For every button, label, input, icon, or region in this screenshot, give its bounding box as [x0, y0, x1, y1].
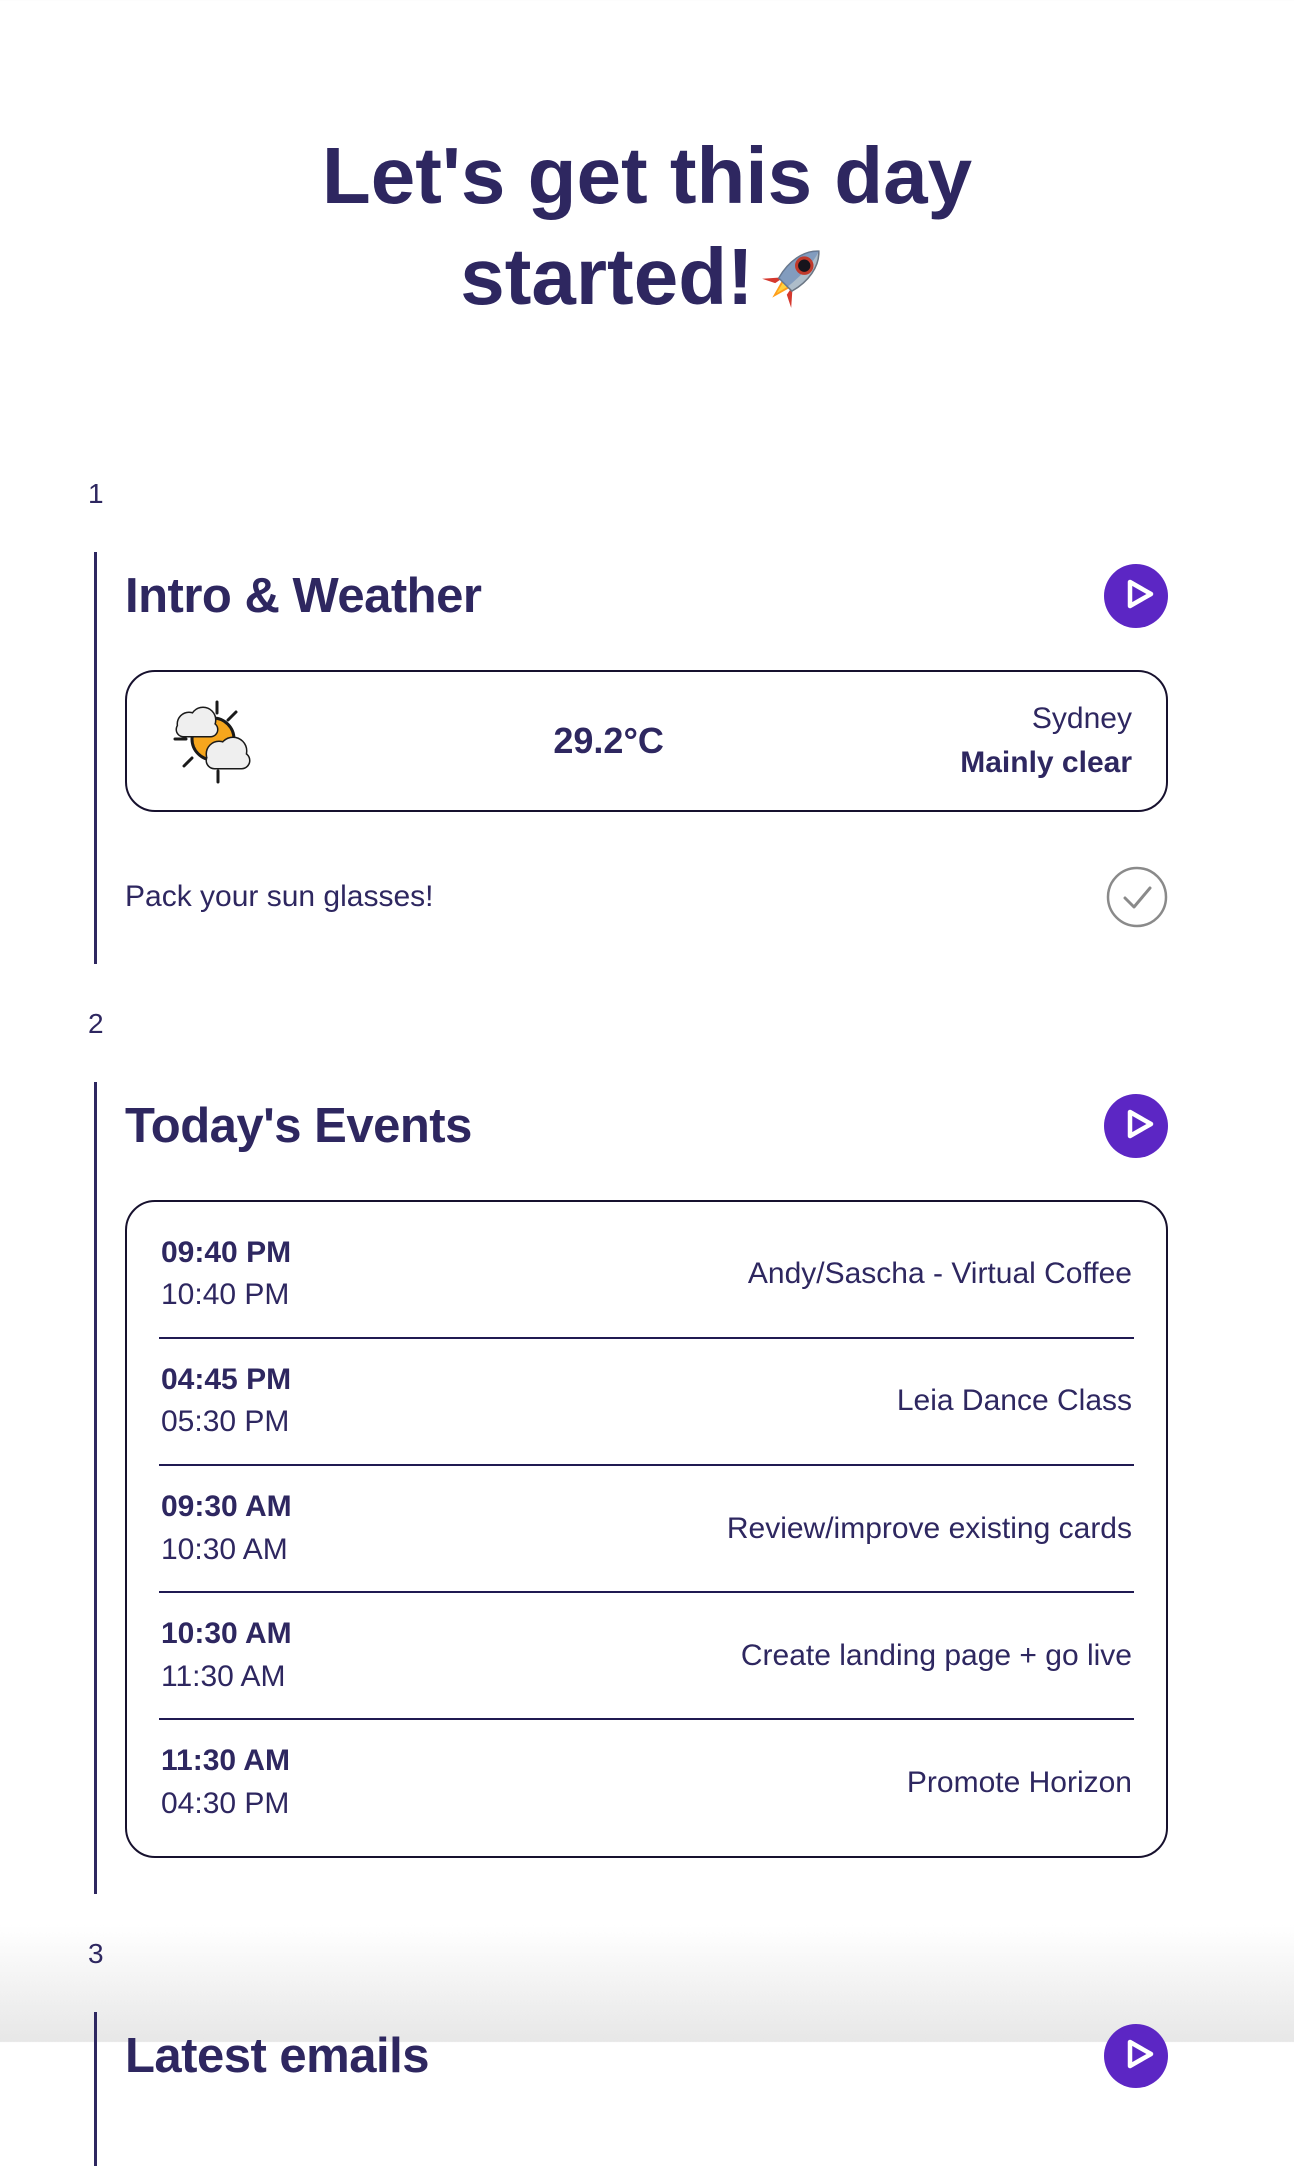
event-time-range: [161, 1359, 291, 1444]
section-header: [125, 2024, 1168, 2088]
section-number: 3: [88, 1937, 104, 1969]
weather-card: [125, 670, 1168, 812]
sections: [0, 478, 1294, 2166]
event-time-range: [161, 1486, 292, 1571]
section-body: [94, 1082, 1168, 1894]
event-time-range: [161, 1232, 291, 1317]
event-row: [159, 1212, 1134, 1339]
event-start-time: 09:30 AM: [161, 1489, 292, 1523]
event-end-time: 04:30 PM: [161, 1786, 290, 1820]
events-card: [125, 1200, 1168, 1858]
reminder-text: Pack your sun glasses!: [125, 879, 434, 913]
event-title: Promote Horizon: [906, 1765, 1132, 1799]
section-heading: Today's Events: [125, 1098, 472, 1153]
event-title: Review/improve existing cards: [726, 1511, 1132, 1545]
sun-behind-clouds-icon: [161, 693, 257, 789]
section-latest-emails: [0, 1938, 1294, 2166]
play-section-button[interactable]: [1104, 2024, 1168, 2088]
event-end-time: 10:40 PM: [161, 1278, 290, 1312]
section-header: [125, 1094, 1168, 1158]
weather-temperature: 29.2°C: [553, 719, 664, 761]
page-title-text: Let's get this day started!: [321, 131, 973, 321]
event-title: Leia Dance Class: [896, 1384, 1132, 1418]
event-row: [159, 1593, 1134, 1720]
hero: [0, 0, 1294, 328]
event-row: [159, 1466, 1134, 1593]
section-body: [94, 552, 1168, 964]
reminder-row: [125, 866, 1168, 928]
weather-city: Sydney: [1031, 702, 1132, 736]
event-start-time: 11:30 AM: [161, 1744, 290, 1778]
section-number: 1: [88, 477, 104, 509]
reminder-complete-button[interactable]: [1106, 866, 1168, 928]
event-start-time: 09:40 PM: [161, 1235, 292, 1269]
weather-location: [960, 697, 1132, 784]
play-icon: [1104, 562, 1168, 629]
section-number: 2: [88, 1007, 104, 1039]
play-icon: [1104, 2022, 1168, 2089]
section-todays-events: [0, 1008, 1294, 1894]
weather-condition: Mainly clear: [960, 745, 1132, 779]
play-section-button[interactable]: [1104, 1094, 1168, 1158]
event-end-time: 10:30 AM: [161, 1532, 288, 1566]
event-start-time: 10:30 AM: [161, 1617, 292, 1651]
section-intro-weather: [0, 478, 1294, 964]
play-section-button[interactable]: [1104, 564, 1168, 628]
event-row: [159, 1339, 1134, 1466]
page-title: [197, 126, 1097, 328]
rocket-emoji: [760, 235, 834, 309]
event-title: Create landing page + go live: [740, 1638, 1132, 1672]
play-icon: [1104, 1092, 1168, 1159]
event-time-range: [161, 1740, 290, 1825]
section-header: [125, 564, 1168, 628]
event-end-time: 11:30 AM: [161, 1659, 286, 1693]
event-start-time: 04:45 PM: [161, 1362, 292, 1396]
event-row: [159, 1720, 1134, 1845]
check-circle-icon: [1106, 916, 1168, 931]
section-heading: Latest emails: [125, 2028, 429, 2083]
event-title: Andy/Sascha - Virtual Coffee: [747, 1257, 1132, 1291]
event-time-range: [161, 1613, 292, 1698]
event-end-time: 05:30 PM: [161, 1405, 290, 1439]
section-body: [94, 2012, 1168, 2166]
section-heading: Intro & Weather: [125, 568, 482, 623]
